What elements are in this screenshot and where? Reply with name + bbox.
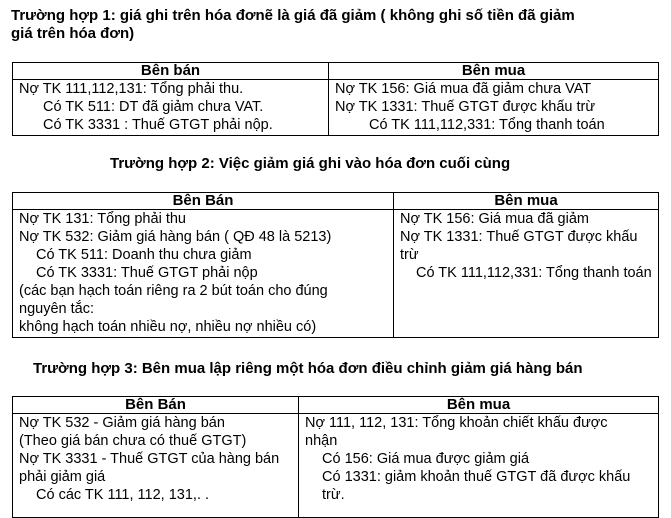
case1-buyer-line: Nợ TK 1331: Thuế GTGT được khấu trừ [335,99,596,115]
case2-seller-line: Nợ TK 131: Tổng phải thu [19,211,186,227]
case2-seller-note: (các bạn hạch toán riêng ra 2 bút toán cho đúng nguyên tắc: [19,283,328,317]
case3-buyer-header: Bên mua [299,397,659,414]
case2-buyer-line: Nợ TK 1331: Thuế GTGT được khấu trừ [400,229,638,263]
case3-seller-line: Nợ TK 3331 - Thuế GTGT của hàng bán phải giảm giá [19,451,280,485]
case3-buyer-line: Nợ 111, 112, 131: Tổng khoản chiết khấu được nhận [305,415,608,449]
case3-seller-line: (Theo giá bán chưa có thuế GTGT) [19,433,247,449]
case3-buyer-line: Có 1331: giảm khoản thuế GTGT đã được khấu trừ. [322,469,631,503]
case1-buyer-line: Nợ TK 156: Giá mua đã giảm chưa VAT [335,81,592,97]
case3-seller-cell [13,414,299,518]
case3-title: Trường hợp 3: Bên mua lập riêng một hóa đơn điều chỉnh giảm giá hàng bán [33,360,583,377]
case1-seller-line: Có TK 511: DT đã giảm chưa VAT. [43,99,264,115]
case3-seller-line: Nợ TK 532 - Giảm giá hàng bán [19,415,225,431]
case1-seller-cell [13,80,329,136]
case1-seller-header: Bên bán [13,63,329,80]
case2-seller-line: Có TK 511: Doanh thu chưa giảm [36,247,252,263]
case2-seller-note: không hạch toán nhiều nợ, nhiều nợ nhiều có) [19,319,317,335]
case2-title: Trường hợp 2: Việc giảm giá ghi vào hóa đơn cuối cùng [110,155,511,172]
case3-buyer-line: Có 156: Giá mua được giảm giá [322,451,530,467]
case3-table [12,396,659,518]
case1-seller-line: Có TK 3331 : Thuế GTGT phải nộp. [43,117,273,133]
case3-seller-line: Có các TK 111, 112, 131,. . [36,487,210,503]
case1-buyer-line: Có TK 111,112,331: Tổng thanh toán [369,117,605,133]
case1-buyer-header: Bên mua [329,63,659,80]
case2-seller-line: Có TK 3331: Thuế GTGT phải nộp [36,265,258,281]
case1-title-line2: giá trên hóa đơn) [11,25,135,42]
case1-title-line1: Trường hợp 1: giá ghi trên hóa đơnẽ là giá đã giảm ( không ghi số tiền đã giảm [11,7,575,24]
case3-buyer-cell [299,414,659,518]
case2-table [12,192,659,338]
case2-buyer-line: Có TK 111,112,331: Tổng thanh toán [416,265,652,281]
case2-seller-line: Nợ TK 532: Giảm giá hàng bán ( QĐ 48 là 5213) [19,229,332,245]
case3-seller-header: Bên Bán [13,397,299,414]
case2-buyer-cell [394,210,659,338]
case2-buyer-line: Nợ TK 156: Giá mua đã giảm [400,211,589,227]
case2-seller-cell [13,210,394,338]
case1-seller-line: Nợ TK 111,112,131: Tổng phải thu. [19,81,244,97]
case1-table [12,62,659,136]
case1-buyer-cell [329,80,659,136]
case2-buyer-header: Bên mua [394,193,659,210]
case2-seller-header: Bên Bán [13,193,394,210]
